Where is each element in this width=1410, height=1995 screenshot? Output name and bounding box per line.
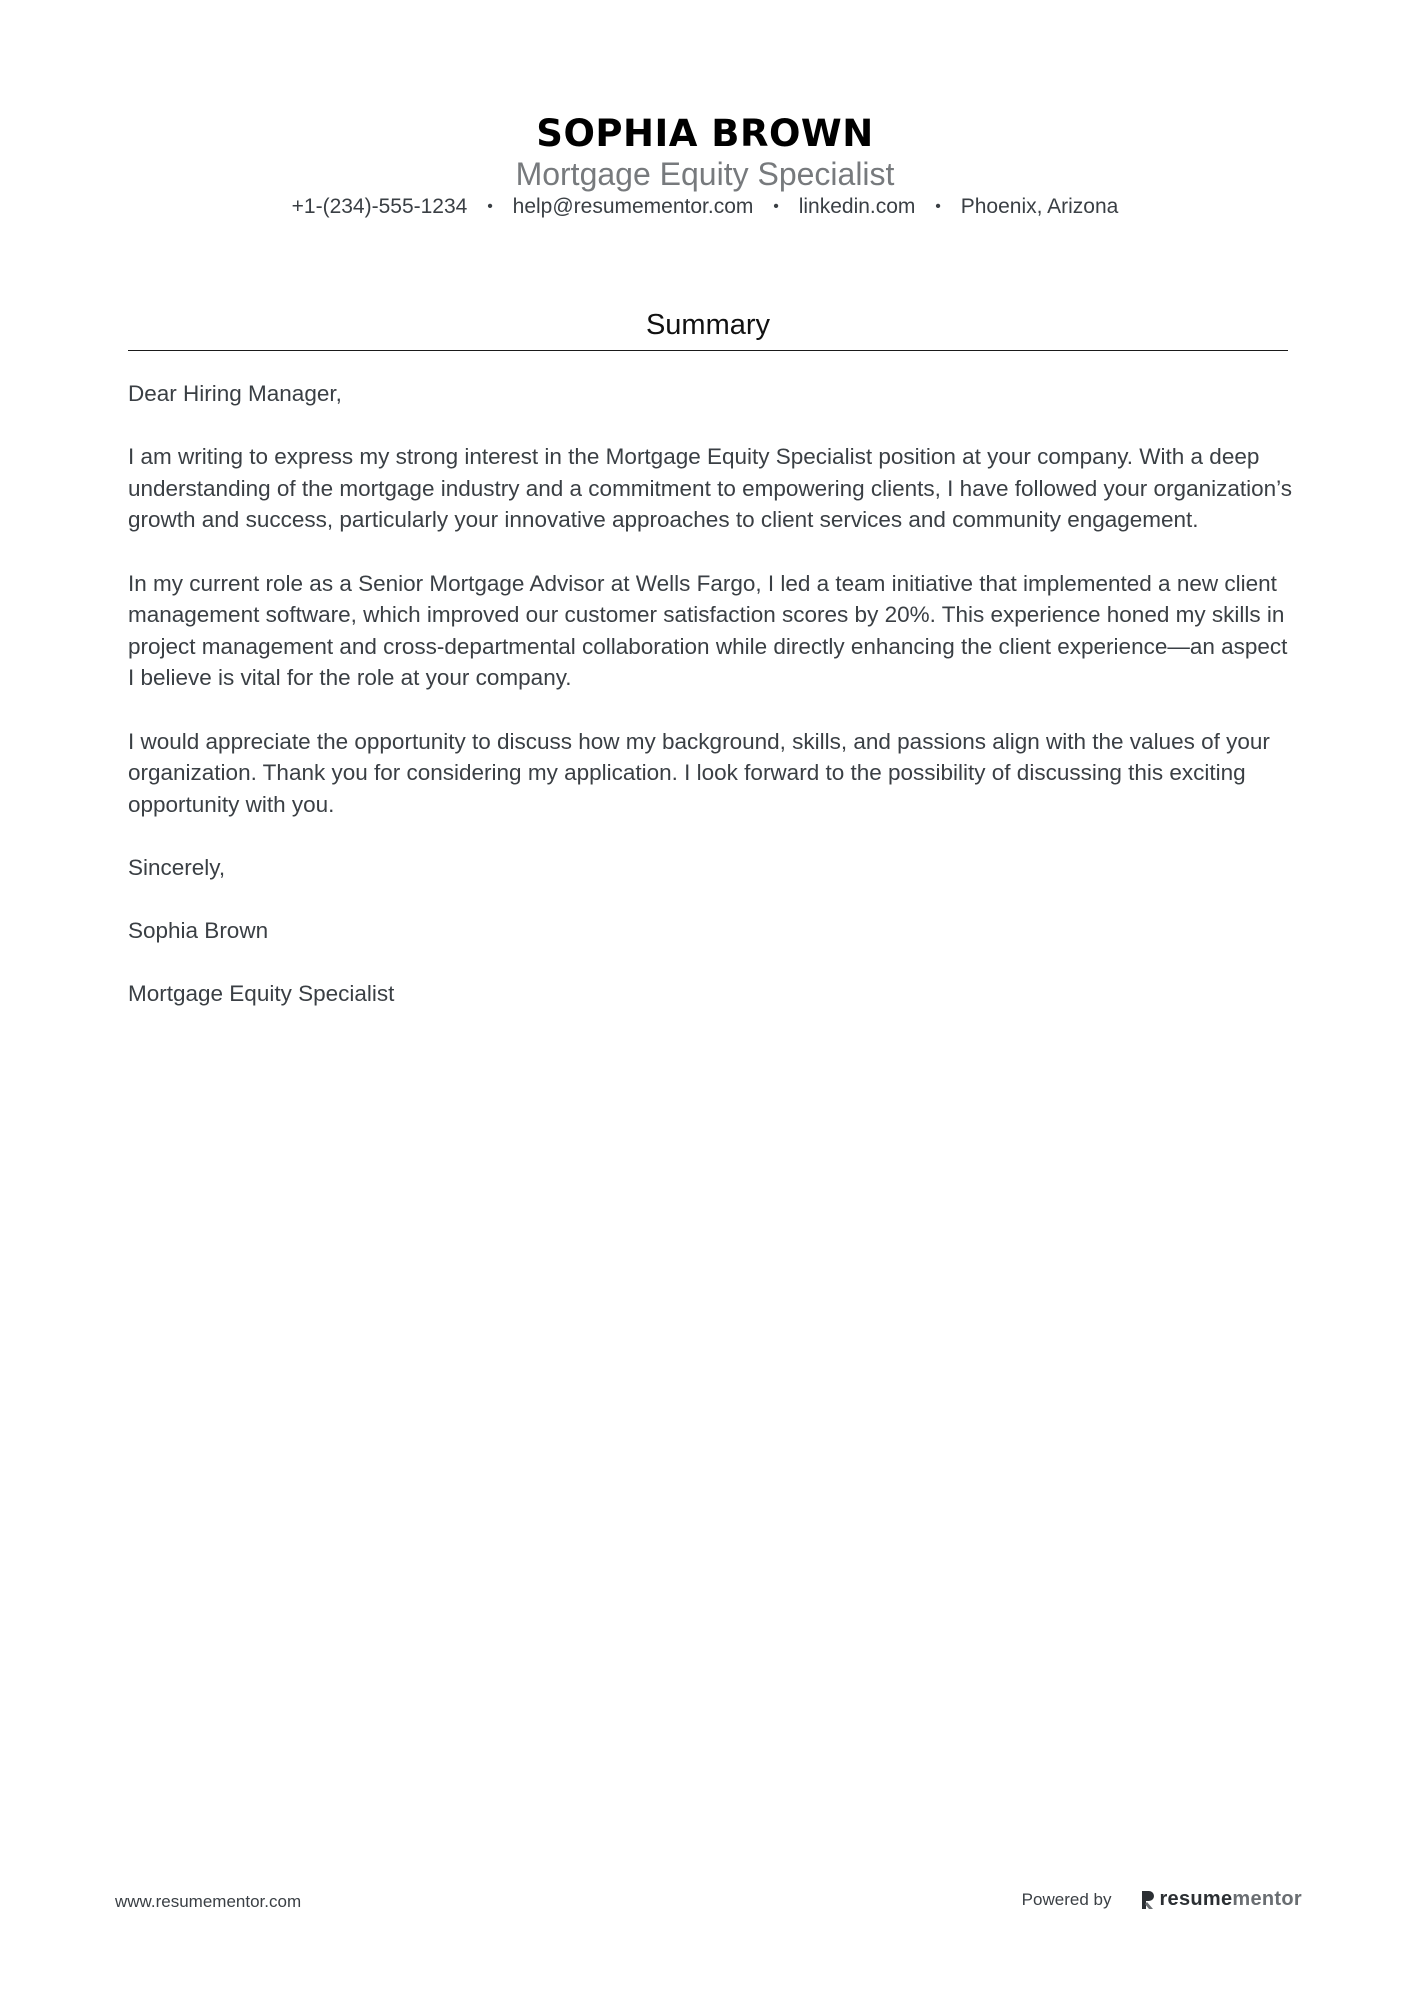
signature-name: Sophia Brown: [128, 918, 269, 944]
footer-website: www.resumementor.com: [115, 1892, 302, 1911]
phone-number: +1-(234)-555-1234: [291, 195, 468, 218]
brand-logo: [1141, 1888, 1302, 1911]
brand-name-bold: resume: [1159, 1888, 1233, 1910]
linkedin-link: linkedin.com: [798, 195, 916, 218]
letter-paragraph: In my current role as a Senior Mortgage Advisor at Wells Fargo, I led a team initiative that implemented a new client management software, which improved our customer satisfaction scores by 20%. This experience honed my skills in project management and cross-departmental collaboration while directly enhancing the client experience—an aspect I believe is vital for the role at your company.: [128, 570, 1288, 691]
separator-dot: •: [487, 198, 493, 215]
header: [0, 112, 1410, 222]
letter-closing: Sincerely,: [128, 854, 226, 880]
powered-by-label: Powered by: [1021, 1889, 1112, 1909]
email-address: help@resumementor.com: [512, 195, 754, 218]
brand-name-light: mentor: [1232, 1888, 1302, 1910]
section-title-summary: Summary: [645, 309, 771, 341]
job-title: Mortgage Equity Specialist: [515, 156, 895, 192]
footer-powered-by: [1022, 1888, 1302, 1911]
letter-paragraph: I would appreciate the opportunity to discuss how my background, skills, and passions align with the values of your organization. Thank you for considering my application. I look forward to the possibility of discussing this exciting opportunity with you.: [128, 728, 1270, 817]
contact-line: [0, 192, 1410, 222]
location: Phoenix, Arizona: [960, 195, 1119, 218]
letter-paragraph: I am writing to express my strong interest in the Mortgage Equity Specialist position at your company. With a deep understanding of the mortgage industry and a commitment to empowering clients, I have followed your organization’s growth and success, particularly your innovative approaches to client services and community engagement.: [128, 444, 1292, 533]
separator-dot: •: [773, 198, 779, 215]
letter-greeting: Dear Hiring Manager,: [128, 381, 342, 406]
separator-dot: •: [935, 198, 941, 215]
signature-title: Mortgage Equity Specialist: [128, 981, 395, 1007]
letter-body: [128, 378, 1293, 1041]
resumementor-logo-icon: [1141, 1890, 1155, 1910]
candidate-name: SOPHIA BROWN: [536, 112, 874, 155]
section-divider: [128, 350, 1288, 351]
